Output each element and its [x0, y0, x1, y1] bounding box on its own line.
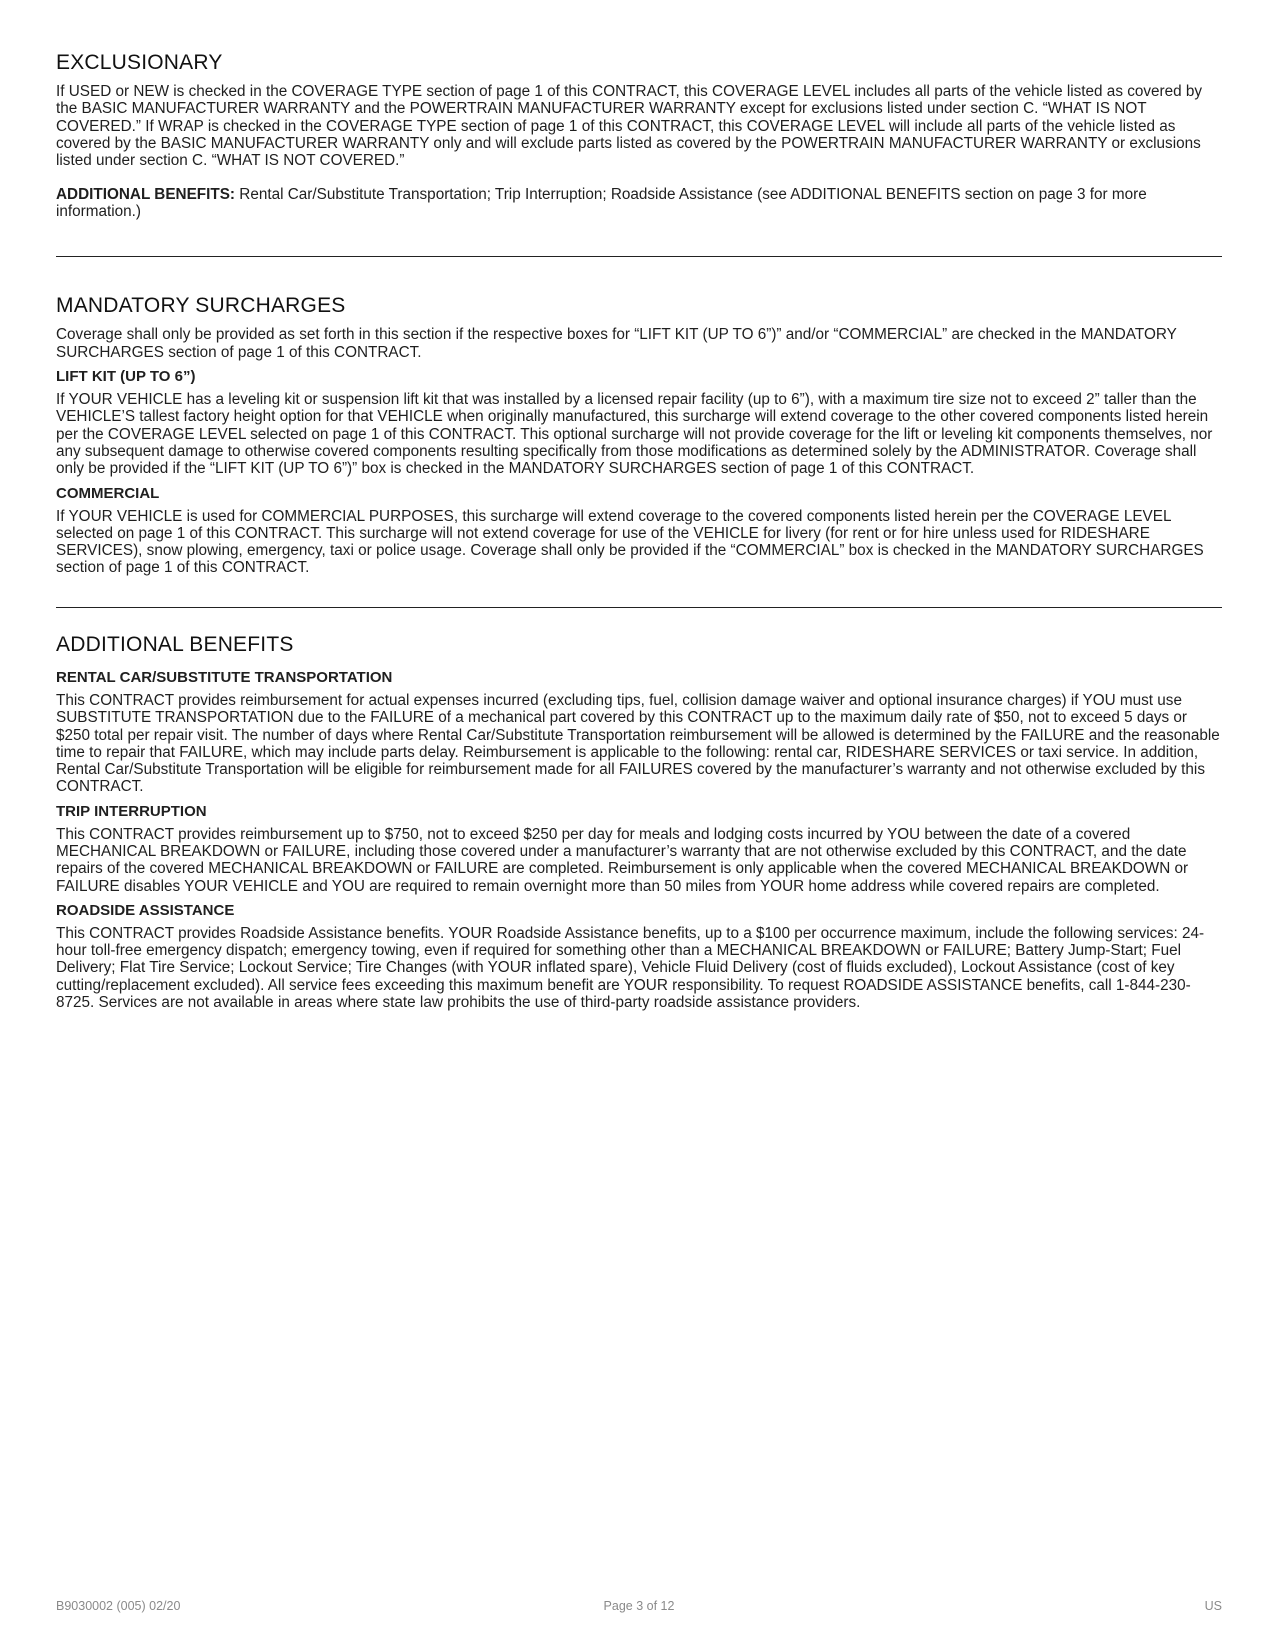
mandatory-surcharges-heading: MANDATORY SURCHARGES: [56, 294, 346, 318]
roadside-assistance-body: This CONTRACT provides Roadside Assistance benefits. YOUR Roadside Assistance benefits, up to a $100 per occurrence maximum, include the following services: 24-hour toll-free emergency dispatch; emergency towing, even if required for something other than a MECHANICAL BREAKDOWN or FAILURE; Battery Jump-Start; Fuel Delivery; Flat Tire Service; Lockout Service; Tire Changes (with YOUR inflated spare), Vehicle Fluid Delivery (cost of fluids excluded), Lockout Assistance (cost of key cutting/replacement excluded). All service fees exceeding this maximum benefit are YOUR responsibility. To request ROADSIDE ASSISTANCE benefits, call 1-844-230-8725. Services are not available in areas where state law prohibits the use of third-party roadside assistance providers.: [56, 924, 1205, 1012]
exclusionary-body: If USED or NEW is checked in the COVERAGE TYPE section of page 1 of this CONTRACT, this COVERAGE LEVEL includes all parts of the vehicle listed as covered by the BASIC MANUFACTURER WARRANTY and the POWERTRAIN MANUFACTURER WARRANTY except for exclusions listed under section C. “WHAT IS NOT COVERED.” If WRAP is checked in the COVERAGE TYPE section of page 1 of this CONTRACT, this COVERAGE LEVEL will include all parts of the vehicle listed as covered by the BASIC MANUFACTURER WARRANTY only and will exclude parts listed as covered by the POWERTRAIN MANUFACTURER WARRANTY or exclusions listed under section C. “WHAT IS NOT COVERED.”: [56, 83, 1203, 170]
additional-benefits-text: Rental Car/Substitute Transportation; Trip Interruption; Roadside Assistance (see ADDITIONAL BENEFITS section on page 3 for more information.): [56, 185, 1147, 220]
commercial-body: If YOUR VEHICLE is used for COMMERCIAL PURPOSES, this surcharge will extend coverage to the covered components listed herein per the COVERAGE LEVEL selected on page 1 of this CONTRACT. This surcharge will not extend coverage for use of the VEHICLE for livery (for rent or for hire unless used for RIDESHARE SERVICES), snow plowing, emergency, taxi or police usage. Coverage shall only be provided if the “COMMERCIAL” box is checked in the MANDATORY SURCHARGES section of page 1 of this CONTRACT.: [56, 507, 1204, 577]
lift-kit-heading: LIFT KIT (UP TO 6”): [56, 368, 196, 386]
rental-car-heading: RENTAL CAR/SUBSTITUTE TRANSPORTATION: [56, 668, 393, 686]
exclusionary-section: [56, 50, 1222, 220]
exclusionary-heading: EXCLUSIONARY: [56, 51, 223, 74]
additional-benefits-section: [56, 632, 1222, 1012]
lift-kit-body: If YOUR VEHICLE has a leveling kit or suspension lift kit that was installed by a licensed repair facility (up to 6”), with a maximum tire size not to exceed 2” taller than the VEHICLE’S tallest factory height option for that VEHICLE when originally manufactured, this surcharge will extend coverage to the other covered components listed herein per the COVERAGE LEVEL selected on page 1 of this CONTRACT. This optional surcharge will not provide coverage for the lift or leveling kit components themselves, nor any subsequent damage to otherwise covered components resulting specifically from those modifications as determined solely by the ADMINISTRATOR. Coverage shall only be provided if the “LIFT KIT (UP TO 6”)” box is checked in the MANDATORY SURCHARGES section of page 1 of this CONTRACT.: [56, 391, 1213, 478]
exclusionary-additional-benefits: [56, 186, 1222, 221]
rental-car-body: This CONTRACT provides reimbursement for actual expenses incurred (excluding tips, fuel, collision damage waiver and optional insurance charges) if YOU must use SUBSTITUTE TRANSPORTATION due to the FAILURE of a mechanical part covered by this CONTRACT up to the maximum daily rate of $50, not to exceed 5 days or $250 total per repair visit. The number of days where Rental Car/Substitute Transportation reimbursement will be allowed is determined by the FAILURE and the reasonable time to repair that FAILURE, which may include parts delay. Reimbursement is applicable to the following: rental car, RIDESHARE SERVICES or taxi service. In addition, Rental Car/Substitute Transportation will be eligible for reimbursement made for all FAILURES covered by the manufacturer’s warranty and not otherwise excluded by this CONTRACT.: [56, 691, 1220, 796]
page-number: Page 3 of 12: [603, 1599, 675, 1613]
roadside-assistance-heading: ROADSIDE ASSISTANCE: [56, 901, 235, 919]
additional-benefits-heading: ADDITIONAL BENEFITS: [56, 632, 294, 656]
document-page: [56, 50, 1222, 1011]
form-number: B9030002 (005) 02/20: [56, 1599, 181, 1613]
trip-interruption-body: This CONTRACT provides reimbursement up to $750, not to exceed $250 per day for meals and lodging costs incurred by YOU between the date of a covered MECHANICAL BREAKDOWN or FAILURE, including those covered under a manufacturer’s warranty that are not otherwise excluded by this CONTRACT, and the date repairs of the covered MECHANICAL BREAKDOWN or FAILURE are completed. Reimbursement is only applicable when the covered MECHANICAL BREAKDOWN or FAILURE disables YOUR VEHICLE and YOU are required to remain overnight more than 50 miles from YOUR home address while covered repairs are completed.: [56, 825, 1189, 895]
trip-interruption-heading: TRIP INTERRUPTION: [56, 802, 207, 820]
mandatory-surcharges-section: [56, 293, 1222, 576]
commercial-heading: COMMERCIAL: [56, 484, 160, 502]
additional-benefits-label: ADDITIONAL BENEFITS:: [56, 185, 236, 203]
surcharges-intro: Coverage shall only be provided as set forth in this section if the respective boxes for “LIFT KIT (UP TO 6”)” and/or “COMMERCIAL” are checked in the MANDATORY SURCHARGES section of page 1 of this CONTRACT.: [56, 326, 1177, 361]
region-code: US: [1204, 1599, 1222, 1613]
